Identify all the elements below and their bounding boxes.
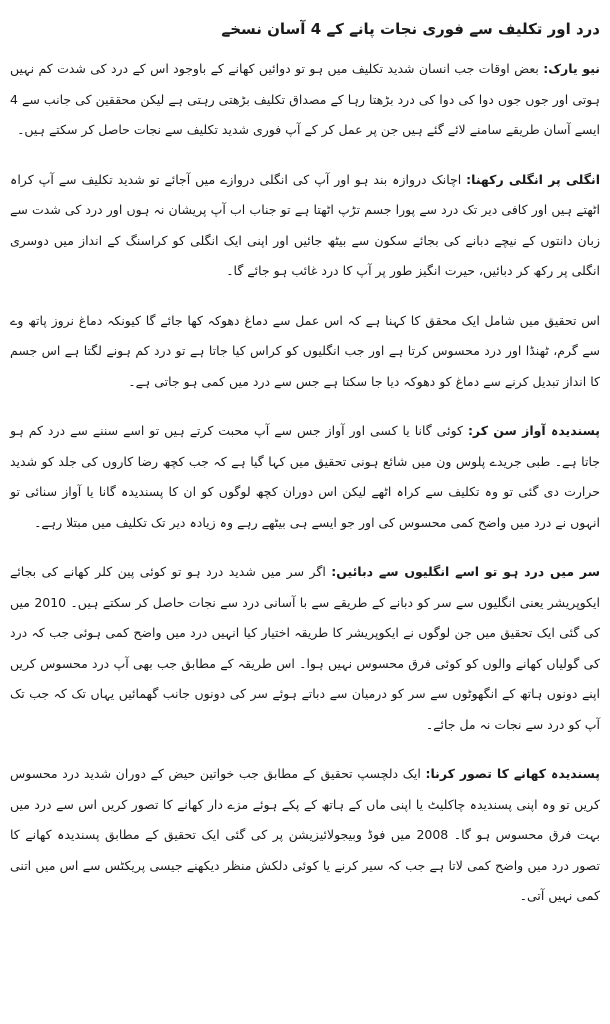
paragraph-finger-cross: [10, 165, 600, 287]
intro-text: بعض اوقات جب انسان شدید تکلیف میں ہو تو دوائیں کھانے کے باوجود اس کے درد کی شدت کم نہیں ہوتی اور جوں جوں دوا کی دوا کی درد بڑھتا رہا کے مصداق تکلیف بڑھتی رہتی ہے لیکن محققین کی جانب سے 4 ایسے آسان طریقے سامنے لائے گئے ہیں جن پر عمل کر کے آپ فوری شدید تکلیف سے نجات حاصل کر سکتے ہیں۔: [10, 61, 600, 137]
paragraph-heading: انگلی پر انگلی رکھنا:: [466, 171, 600, 187]
intro-dateline: نیو یارک:: [543, 61, 600, 76]
paragraph-text: اس تحقیق میں شامل ایک محقق کا کہنا ہے کہ اس عمل سے دماغ دھوکہ کھا جائے گا کیونکہ دماغ نروز پاتھ وے سے گرم، ٹھنڈا اور درد محسوس کرتا ہے اور جب انگلیوں کو کراس کیا جاتا ہے تو درد کم ہونے لگتا ہے اس جسم کا انداز تبدیل کرنے سے دماغ کو دھوکہ دیا جا سکتا ہے جس سے درد میں کمی ہو جاتی ہے۔: [10, 312, 600, 389]
article-title: درد اور تکلیف سے فوری نجات پانے کے 4 آسان نسخے: [221, 20, 600, 38]
article: [10, 18, 600, 931]
paragraph-heading: سر میں درد ہو تو اسے انگلیوں سے دبائیں:: [331, 564, 600, 579]
paragraph-text: ایک دلچسپ تحقیق کے مطابق جب خواتین حیض کے دوران شدید درد محسوس کریں تو وہ اپنی پسندیدہ چاکلیٹ یا اپنی ماں کے ہاتھ کے پکے ہوئے مزے دار کھانے کا تصور کریں اس سے درد میں بہت فرق محسوس ہو گا۔ 2008 میں فوڈ وبیجولائیزیشن پر کی گئی ایک تحقیق کے مطابق پسندیدہ کھانے کا تصور درد میں واضح کمی لاتا ہے جب کہ سیر کرنے یا کوئی دلکش منظر دیکھنے جیسی پریکٹس سے اس میں اتنی کمی نہیں آتی۔: [10, 766, 600, 903]
paragraph-research-explanation: [10, 306, 600, 398]
paragraph-text: اگر سر میں شدید درد ہو تو کوئی پین کلر کھانے کی بجائے ایکوپریشر یعنی انگلیوں سے سر کو دبانے کے طریقے سے با آسانی درد سے نجات حاصل کر سکتے ہیں۔ 2010 میں کی گئی ایک تحقیق میں جن لوگوں نے ایکوپریشر کا طریقہ اختیار کیا انہیں درد میں واضح کمی ہوئی جب کہ درد کی گولیاں کھانے والوں کو کوئی فرق محسوس نہیں ہوا۔ اس طریقہ کے مطابق جب بھی آپ درد محسوس کریں اپنے دونوں ہاتھ کے انگھوٹوں سے سر کو درمیان سے دباتے ہوئے سر کی دونوں جانب گھمائیں یہاں تک کہ جب تک آپ کو درد سے نجات نہ مل جائے۔: [10, 564, 600, 732]
paragraph-favorite-sound: [10, 416, 600, 538]
intro-paragraph: [10, 54, 600, 146]
paragraph-heading: پسندیدہ کھانے کا تصور کرنا:: [425, 766, 600, 781]
paragraph-acupressure: [10, 557, 600, 740]
paragraph-heading: پسندیدہ آواز سن کر:: [467, 423, 600, 438]
paragraph-text: کوئی گانا یا کسی اور آواز جس سے آپ محبت کرتے ہیں تو اسے سننے سے درد کم ہو جاتا ہے۔ طبی جریدے پلوس ون میں شائع ہونی تحقیق میں کہا گیا ہے کہ جب کچھ رضا کاروں کی جلد کو شدید حرارت دی گئی تو وہ تکلیف سے کراہ اٹھے لیکن اس دوران کچھ لوگوں کو ان کا پسندیدہ گانا یا آواز سنائی تو انہوں نے درد میں واضح کمی محسوس کی اور جو ایسے ہی بیٹھے رہے وہ زیادہ دیر تک تکلیف میں مبتلا رہے۔: [10, 423, 600, 530]
paragraph-favorite-food: [10, 759, 600, 912]
paragraph-text: اچانک دروازہ بند ہو اور آپ کی انگلی دروازے میں آجائے تو شدید تکلیف سے آپ کراہ اٹھتے ہیں اور کافی دیر تک درد سے پورا جسم تڑپ اٹھتا ہے تو جناب اب آپ پریشان نہ ہوں اور درد کی شدت سے زبان دانتوں کے نیچے دبانے کی بجائے سکون سے بیٹھ جائیں اور اپنی ایک انگلی کو کراسنگ کے انداز میں دوسری انگلی پر رکھ کر دبائیں، حیرت انگیز طور پر آپ کا درد غائب ہو جائے گا۔: [10, 171, 600, 278]
